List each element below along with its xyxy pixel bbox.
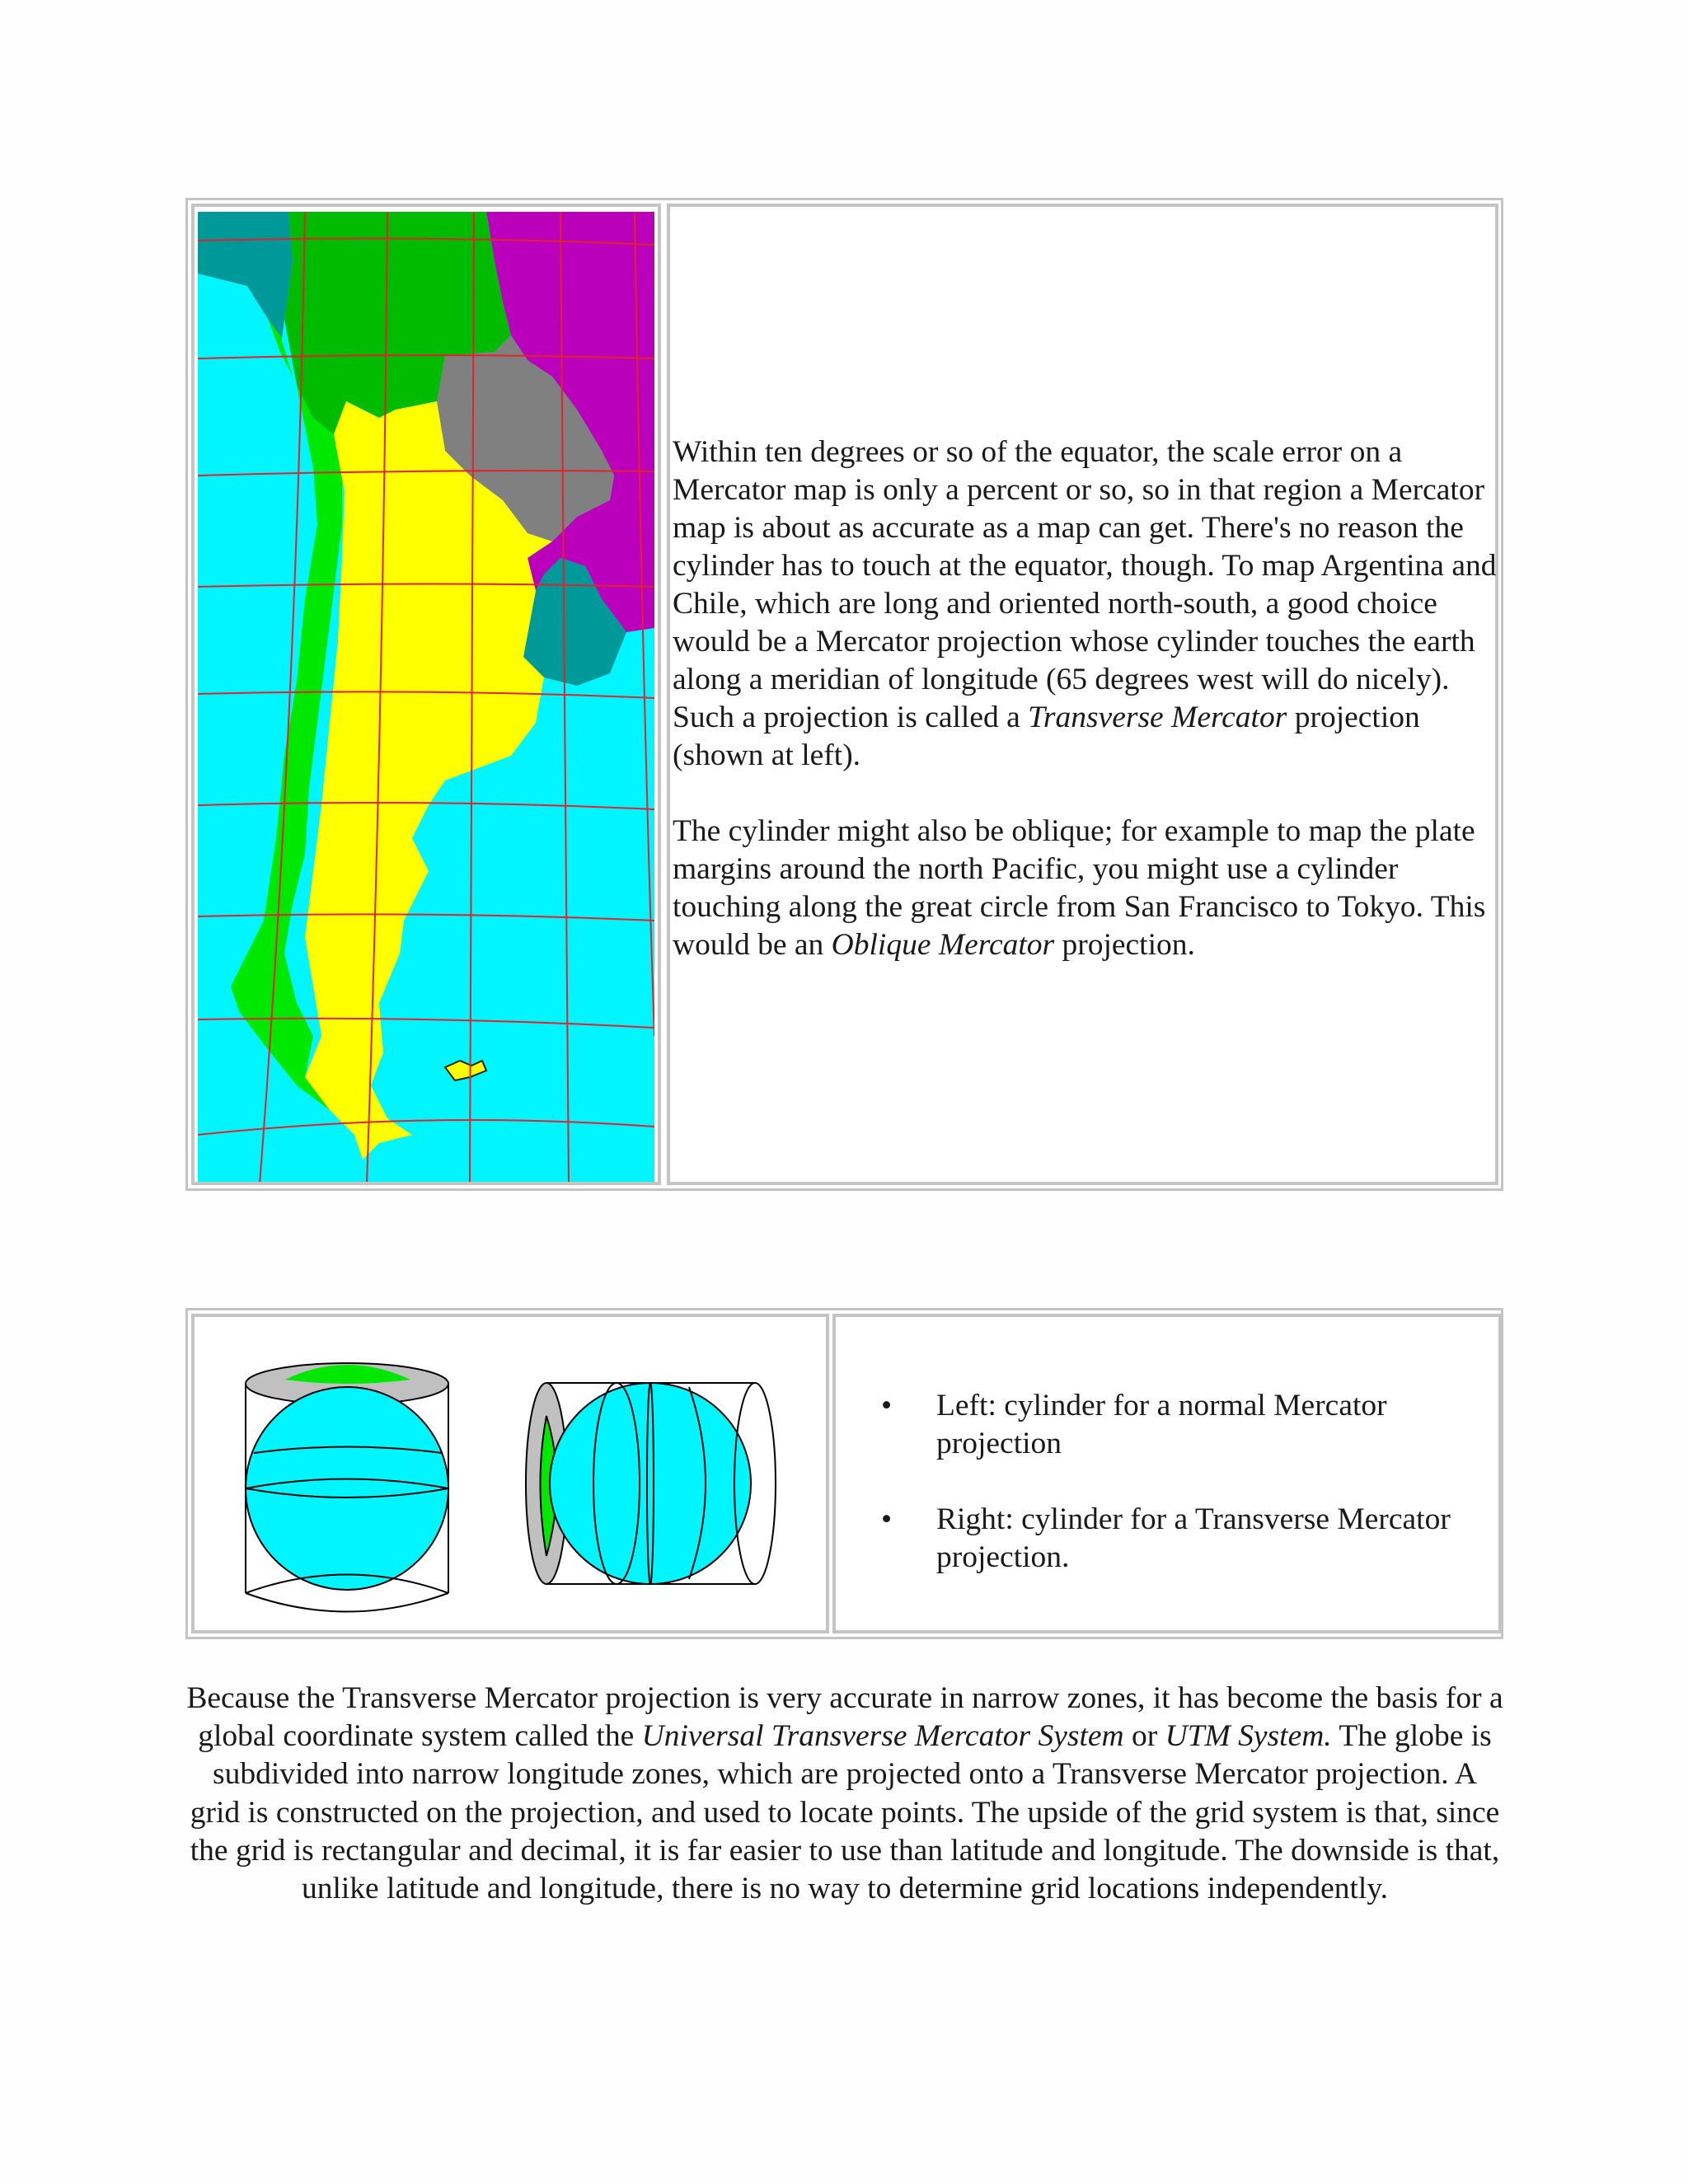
transverse-mercator-map [198,212,654,1184]
cylinder-diagrams [195,1317,826,1630]
map-description [673,434,1497,1002]
cylinder-legend-cell [832,1314,1502,1633]
map-table [185,198,1503,1191]
cylinder-diagram-cell [191,1314,829,1633]
paragraph-transverse: Within ten degrees or so of the equator, the scale error on a Mercator map is only a percent or so, so in that region a Mercator map is about as accurate as a map can get. There's no reason the cylinder has to touch at the equator, though. To map Argentina and Chile, which are long and oriented north-south, a good choice would be a Mercator projection whose cylinder touches the earth along a meridian of longitude (65 degrees west will do nicely). Such a projection is called a Transverse Mercator projection (shown at left). [673,435,1497,772]
list-item: • Right: cylinder for a Transverse Mercator projection. [881,1502,1451,1574]
paragraph-oblique: The cylinder might also be oblique; for example to map the plate margins around the north Pacific, you might use a cylinder touching along the great circle from San Francisco to Tokyo. This would be an Oblique Mercator projection. [673,814,1486,962]
cylinder-legend-list [836,1387,1495,1615]
transverse-mercator-cylinder [526,1383,776,1584]
cylinder-table [185,1308,1503,1639]
list-item: • Left: cylinder for a normal Mercator projection [881,1389,1387,1460]
normal-mercator-cylinder [246,1363,448,1612]
map-description-cell [667,204,1498,1185]
map-cell [191,204,661,1185]
utm-paragraph: Because the Transverse Mercator projection is very accurate in narrow zones, it has become the basis for a global coordinate system called the Universal Transverse Mercator System or UTM System. The globe is subdivided into narrow longitude zones, which are projected onto a Transverse Mercator projection. A grid is constructed on the projection, and used to locate points. The upside of the grid system is that, since the grid is rectangular and decimal, it is far easier to use than latitude and longitude. The downside is that, unlike latitude and longitude, there is no way to determine grid locations independently. [186,1681,1503,1906]
